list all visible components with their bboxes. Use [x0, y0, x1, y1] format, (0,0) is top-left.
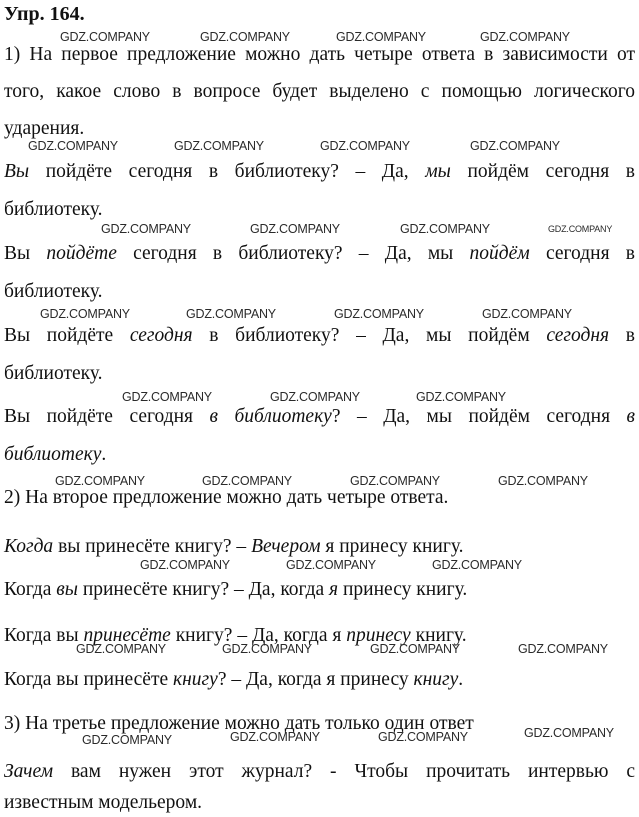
- watermark: GDZ.COMPANY: [200, 30, 290, 44]
- watermark: GDZ.COMPANY: [320, 139, 410, 153]
- watermark: GDZ.COMPANY: [432, 558, 522, 572]
- watermark: GDZ.COMPANY: [480, 30, 570, 44]
- paragraph-1-line-3: ударения.: [4, 118, 85, 139]
- example-1-line-1: Вы пойдёте сегодня в библиотеку? – Да, мы пойдём сегодня в: [4, 161, 635, 182]
- exercise-title: Упр. 164.: [4, 3, 85, 25]
- example-3-line-2: библиотеку.: [4, 363, 103, 384]
- watermark: GDZ.COMPANY: [202, 474, 292, 488]
- watermark: GDZ.COMPANY: [174, 139, 264, 153]
- watermark: GDZ.COMPANY: [55, 474, 145, 488]
- watermark: GDZ.COMPANY: [140, 558, 230, 572]
- example-4-line-2: библиотеку.: [4, 444, 107, 465]
- watermark: GDZ.COMPANY: [378, 730, 468, 744]
- example-4-line-1: Вы пойдёте сегодня в библиотеку? – Да, мы пойдём сегодня в: [4, 406, 635, 427]
- question-example-4: Когда вы принесёте книгу? – Да, когда я принесу книгу.: [4, 669, 464, 690]
- watermark: GDZ.COMPANY: [482, 307, 572, 321]
- watermark: GDZ.COMPANY: [400, 222, 490, 236]
- watermark: GDZ.COMPANY: [186, 307, 276, 321]
- watermark: GDZ.COMPANY: [548, 224, 613, 234]
- paragraph-1-line-1: 1) На первое предложение можно дать четыре ответа в зависимости от: [4, 44, 635, 65]
- watermark: GDZ.COMPANY: [60, 30, 150, 44]
- watermark: GDZ.COMPANY: [76, 642, 166, 656]
- watermark: GDZ.COMPANY: [28, 139, 118, 153]
- watermark: GDZ.COMPANY: [334, 307, 424, 321]
- watermark: GDZ.COMPANY: [498, 474, 588, 488]
- watermark: GDZ.COMPANY: [222, 642, 312, 656]
- example-1-line-2: библиотеку.: [4, 199, 103, 220]
- example-3-line-1: Вы пойдёте сегодня в библиотеку? – Да, мы пойдём сегодня в: [4, 325, 636, 346]
- watermark: GDZ.COMPANY: [122, 390, 212, 404]
- watermark: GDZ.COMPANY: [350, 474, 440, 488]
- watermark: GDZ.COMPANY: [82, 733, 172, 747]
- watermark: GDZ.COMPANY: [101, 222, 191, 236]
- example-2-line-1: Вы пойдёте сегодня в библиотеку? – Да, мы пойдём сегодня в: [4, 243, 635, 264]
- watermark: GDZ.COMPANY: [416, 390, 506, 404]
- watermark: GDZ.COMPANY: [250, 222, 340, 236]
- watermark: GDZ.COMPANY: [524, 726, 614, 740]
- watermark: GDZ.COMPANY: [270, 390, 360, 404]
- question-example-2: Когда вы принесёте книгу? – Да, когда я принесу книгу.: [4, 579, 468, 600]
- answer-line-1: Зачем вам нужен этот журнал? - Чтобы прочитать интервью с: [4, 761, 635, 782]
- watermark: GDZ.COMPANY: [40, 307, 130, 321]
- watermark: GDZ.COMPANY: [286, 558, 376, 572]
- paragraph-1-line-2: того, какое слово в вопросе будет выделено с помощью логического: [4, 81, 635, 102]
- watermark: GDZ.COMPANY: [370, 642, 460, 656]
- watermark: GDZ.COMPANY: [470, 139, 560, 153]
- paragraph-2-line-1: 2) На второе предложение можно дать четыре ответа.: [4, 487, 449, 508]
- watermark: GDZ.COMPANY: [518, 642, 608, 656]
- watermark: GDZ.COMPANY: [336, 30, 426, 44]
- watermark: GDZ.COMPANY: [230, 730, 320, 744]
- example-2-line-2: библиотеку.: [4, 281, 103, 302]
- paragraph-3-line-1: 3) На третье предложение можно дать только один ответ: [4, 713, 474, 734]
- answer-line-2: известным модельером.: [4, 792, 203, 813]
- question-example-1: Когда вы принесёте книгу? – Вечером я принесу книгу.: [4, 536, 464, 557]
- question-example-3: Когда вы принесёте книгу? – Да, когда я принесу книгу.: [4, 625, 467, 646]
